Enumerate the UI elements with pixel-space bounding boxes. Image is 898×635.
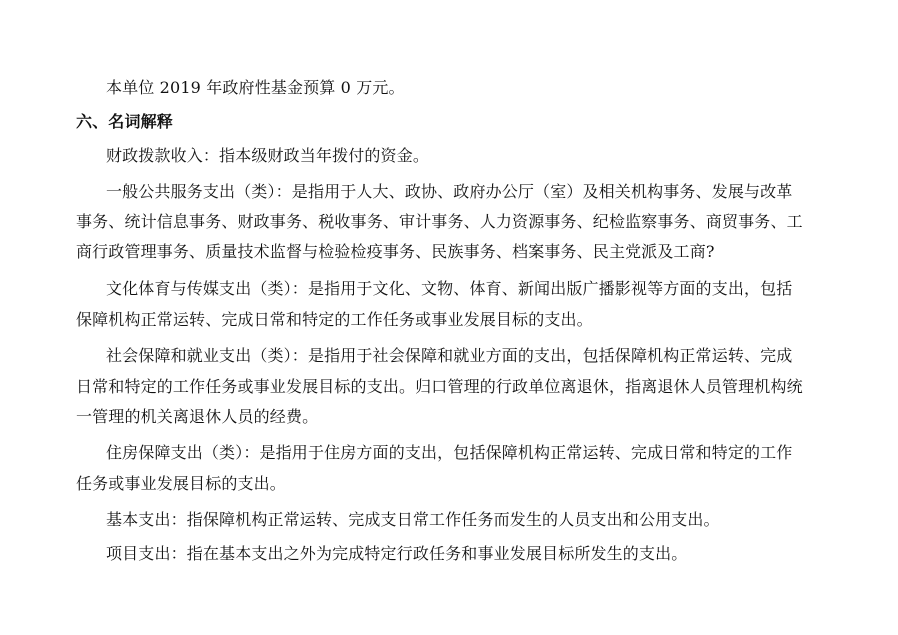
budget-note: 本单位 2019 年政府性基金预算 0 万元。 bbox=[106, 78, 405, 97]
project-expenditure-definition: 项目支出：指在基本支出之外为完成特定行政任务和事业发展目标所发生的支出。 bbox=[106, 544, 688, 563]
social-security-line-1: 社会保障和就业支出（类）：是指用于社会保障和就业方面的支出，包括保障机构正常运转、完成 bbox=[106, 346, 793, 365]
basic-expenditure-definition: 基本支出：指保障机构正常运转、完成支日常工作任务而发生的人员支出和公用支出。 bbox=[106, 510, 720, 529]
culture-sports-media-line-1: 文化体育与传媒支出（类）：是指用于文化、文物、体育、新闻出版广播影视等方面的支出，包括 bbox=[106, 279, 793, 298]
fiscal-income-definition: 财政拨款收入：指本级财政当年拨付的资金。 bbox=[106, 146, 430, 165]
general-public-services-line-3: 商行政管理事务、质量技术监督与检验检疫事务、民族事务、档案事务、民主党派及工商? bbox=[76, 242, 715, 261]
housing-security-line-2: 任务或事业发展目标的支出。 bbox=[76, 474, 286, 493]
general-public-services-line-2: 事务、统计信息事务、财政事务、税收事务、审计事务、人力资源事务、纪检监察事务、商贸事务、工 bbox=[76, 212, 803, 231]
housing-security-line-1: 住房保障支出（类）：是指用于住房方面的支出，包括保障机构正常运转、完成日常和特定的工作 bbox=[106, 443, 793, 462]
section-heading: 六、名词解释 bbox=[76, 112, 173, 131]
general-public-services-line-1: 一般公共服务支出（类）：是指用于人大、政协、政府办公厅（室）及相关机构事务、发展与改革 bbox=[106, 182, 793, 201]
culture-sports-media-line-2: 保障机构正常运转、完成日常和特定的工作任务或事业发展目标的支出。 bbox=[76, 310, 593, 329]
social-security-line-2: 日常和特定的工作任务或事业发展目标的支出。归口管理的行政单位离退休，指离退休人员管理机构统 bbox=[76, 377, 803, 396]
social-security-line-3: 一管理的机关离退休人员的经费。 bbox=[76, 407, 319, 426]
